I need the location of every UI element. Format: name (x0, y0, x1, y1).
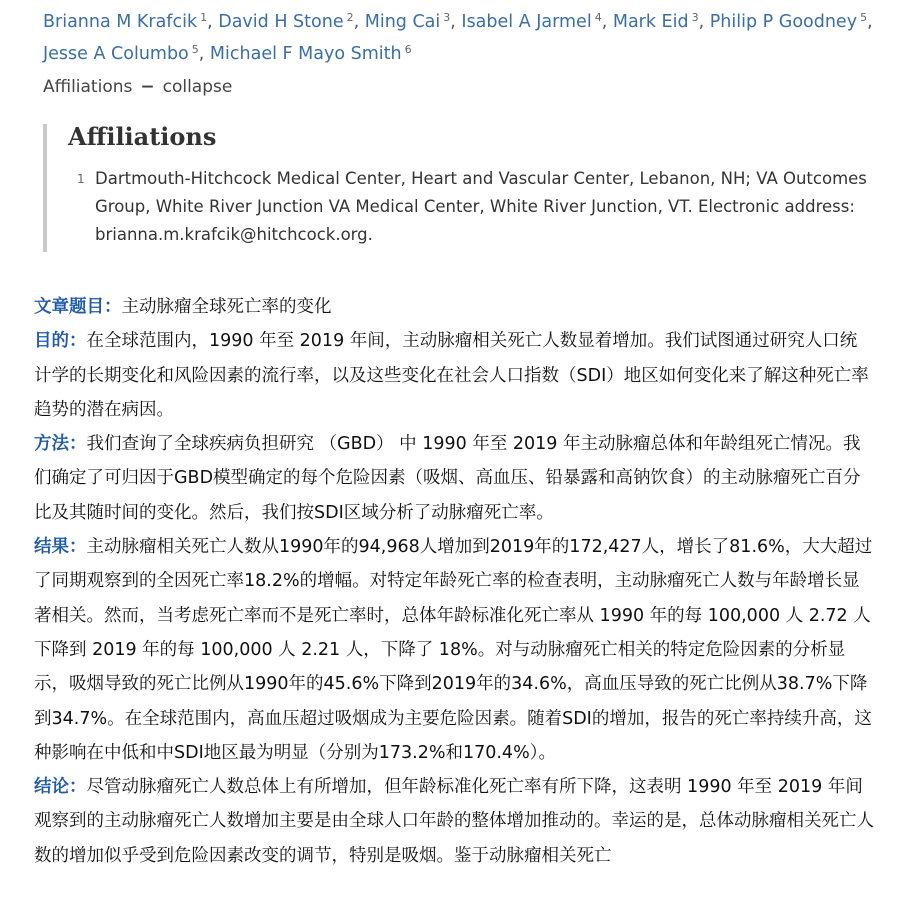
affiliations-toggle-label: Affiliations (43, 77, 133, 97)
author-link[interactable]: Ming Cai (364, 12, 441, 32)
section-label: 文章题目： (34, 297, 122, 317)
author-link[interactable]: Isabel A Jarmel (461, 12, 592, 32)
section-text: 尽管动脉瘤死亡人数总体上有所增加，但年龄标准化死亡率有所下降，这表明 1990 年至 2019 年间观察到的主动脉瘤死亡人数增加主要是由全球人口年龄的整体增加推动的。幸运的是，总体动脉瘤相关死亡人数的增加似乎受到危险因素改变的调节，特别是吸烟。鉴于动脉瘤相关死亡 (34, 777, 874, 866)
affiliation-ref[interactable]: 4 (594, 11, 602, 24)
affiliations-toggle[interactable] (43, 77, 232, 97)
affiliation-ref[interactable]: 3 (443, 11, 451, 24)
objective-paragraph (34, 324, 874, 427)
affiliations-heading: Affiliations (68, 122, 217, 151)
abstract-title-paragraph (34, 290, 874, 324)
author-link[interactable]: David H Stone (218, 12, 344, 32)
author-link[interactable]: Mark Eid (612, 12, 689, 32)
abstract-translation (34, 290, 874, 873)
author-link[interactable]: Jesse A Columbo (43, 44, 189, 64)
section-label: 方法： (34, 434, 87, 455)
conclusion-paragraph (34, 770, 874, 873)
results-paragraph (34, 530, 874, 770)
section-label: 目的： (34, 331, 87, 352)
section-label: 结果： (34, 537, 87, 558)
methods-paragraph (34, 427, 874, 530)
author-link[interactable]: Brianna M Krafcik (43, 12, 198, 32)
affiliation-ref[interactable]: 1 (200, 11, 208, 24)
author-link[interactable]: Michael F Mayo Smith (209, 44, 402, 64)
author-list: Brianna M Krafcik $^1$, David H Stone $^2$, Ming Cai $^3$, Isabel A Jarmel $^4$, Mark Eid $^3$, Philip P Goodney $^5$, Jesse A Columbo $^5$, Michael F Mayo Smith $^6$ (43, 11, 873, 64)
section-text: 主动脉瘤全球死亡率的变化 (121, 297, 332, 317)
affiliation-ref[interactable]: 5 (191, 43, 199, 56)
collapse-link[interactable]: collapse (162, 77, 233, 97)
section-text: 在全球范围内，1990 年至 2019 年间，主动脉瘤相关死亡人数显着增加。我们试图通过研究人口统计学的长期变化和风险因素的流行率，以及这些变化在社会人口指数（SDI）地区如何变化来了解这种死亡率趋势的潜在病因。 (34, 331, 869, 420)
section-label: 结论： (34, 777, 87, 798)
affiliations-panel (43, 124, 877, 252)
affiliation-text: Dartmouth-Hitchcock Medical Center, Heart and Vascular Center, Lebanon, NH; VA Outcomes Group, White River Junction VA Medical Center, White River Junction, VT. Electronic address: brianna.m.krafcik@hitchcock.org. (95, 169, 867, 244)
collapse-dash-icon: − (140, 77, 155, 97)
section-text: 我们查询了全球疾病负担研究 （GBD） 中 1990 年至 2019 年主动脉瘤总体和年龄组死亡情况。我们确定了可归因于GBD模型确定的每个危险因素（吸烟、高血压、铅暴露和高钠饮食）的主动脉瘤死亡百分比及其随时间的变化。然后，我们按SDI区域分析了动脉瘤死亡率。 (34, 434, 861, 523)
affiliation-ref[interactable]: 5 (860, 11, 868, 24)
affiliation-number: 1 (77, 172, 85, 186)
affiliation-ref[interactable]: 3 (691, 11, 699, 24)
affiliation-ref[interactable]: 2 (346, 11, 354, 24)
affiliation-ref[interactable]: 6 (404, 43, 412, 56)
section-text: 主动脉瘤相关死亡人数从1990年的94,968人增加到2019年的172,427人，增长了81.6%，大大超过了同期观察到的全因死亡率18.2%的增幅。对特定年龄死亡率的检查表明，主动脉瘤死亡人数与年龄增长显著相关。然而，当考虑死亡率而不是死亡率时，总体年龄标准化死亡率从 1990 年的每 100,000 人 2.72 人下降到 2019 年的每 100,000 人 2.21 人，下降了 18%。对与动脉瘤死亡相关的特定危险因素的分析显示，吸烟导致的死亡比例从1990年的45.6%下降到2019年的34.6%，高血压导致的死亡比例从38.7%下降到34.7%。在全球范围内，高血压超过吸烟成为主要危险因素。随着SDI的增加，报告的死亡率持续升高，这种影响在中低和中SDI地区最为明显（分别为173.2%和170.4%）。 (34, 537, 873, 763)
author-link[interactable]: Philip P Goodney (709, 12, 858, 32)
